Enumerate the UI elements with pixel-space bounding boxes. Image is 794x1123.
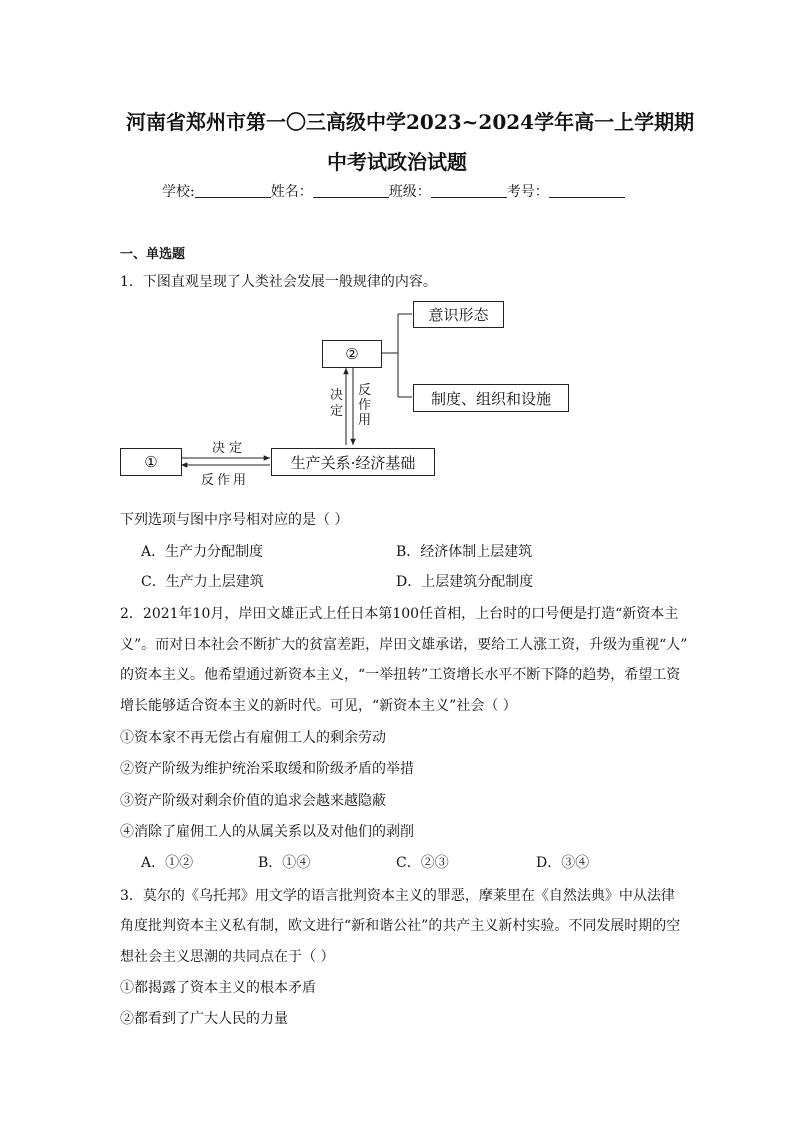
question-3-statement-2: ②都看到了广大人民的力量	[120, 1011, 288, 1027]
question-1-stem: 1．下图直观呈现了人类社会发展一般规律的内容。	[120, 274, 437, 290]
element-1-box	[120, 448, 182, 476]
economic-base-box	[271, 448, 435, 476]
question-2-option-b[interactable]: B．①④	[258, 855, 311, 871]
react-vertical-label: 反作用	[358, 383, 372, 428]
ideology-label: 意识形态	[428, 306, 489, 324]
question-3-statement-1: ①都揭露了资本主义的根本矛盾	[120, 980, 316, 996]
question-3-stem-line: 3．莫尔的《乌托邦》用文学的语言批判资本主义的罪恶，摩莱里在《自然法典》中从法律	[120, 888, 675, 904]
question-2-statement-3: ③资产阶级对剩余价值的追求会越来越隐蔽	[120, 793, 386, 809]
exam-title-line2: 中考试政治试题	[327, 150, 467, 174]
question-2-stem-line: 的资本主义。他希望通过新资本主义，“一举扭转”工资增长水平不断下降的趋势，希望工资	[120, 667, 681, 683]
question-3-stem-line: 想社会主义思潮的共同点在于（ ）	[120, 949, 335, 965]
question-2-statement-2: ②资产阶级为维护统治采取缓和阶级矛盾的举措	[120, 761, 414, 777]
decide-vertical-label: 决定	[330, 388, 344, 419]
question-2-option-c[interactable]: C．②③	[396, 855, 449, 871]
question-1-option-c[interactable]: C．生产力上层建筑	[141, 574, 264, 590]
name-label: 姓名：	[270, 184, 313, 200]
react-horizontal-label: 反作用	[201, 473, 250, 488]
question-2-option-d[interactable]: D．③④	[536, 855, 590, 871]
ideology-box	[413, 301, 504, 328]
question-1-prompt: 下列选项与图中序号相对应的是（ ）	[120, 512, 349, 528]
question-2-statement-1: ①资本家不再无偿占有雇佣工人的剩余劳动	[120, 730, 386, 746]
question-2-statement-4: ④消除了雇佣工人的从属关系以及对他们的剥削	[120, 824, 414, 840]
question-3-stem-line: 角度批判资本主义私有制，欧文进行“新和谐公社”的共产主义新村实验。不同发展时期的空	[120, 918, 681, 934]
school-label: 学校:	[162, 184, 195, 200]
economic-base-label: 生产关系·经济基础	[290, 453, 416, 472]
element-2-label: ②	[345, 345, 359, 363]
institutions-label: 制度、组织和设施	[430, 389, 551, 408]
question-2-stem-line: 义”。而对日本社会不断扩大的贫富差距，岸田文雄承诺，要给工人涨工资，升级为重视“人”	[120, 637, 688, 653]
element-2-box	[322, 340, 382, 368]
question-1-option-b[interactable]: B．经济体制上层建筑	[396, 544, 533, 560]
question-2-option-a[interactable]: A．①②	[141, 855, 194, 871]
question-1-option-d[interactable]: D．上层建筑分配制度	[396, 574, 534, 590]
exam-title-line1: 河南省郑州市第一〇三高级中学2023~2024学年高一上学期期	[126, 110, 695, 134]
class-label: 班级：	[388, 184, 431, 200]
decide-horizontal-label: 决定	[212, 441, 247, 456]
question-1-option-a[interactable]: A．生产力分配制度	[141, 544, 264, 560]
element-1-label: ①	[144, 453, 158, 471]
question-2-stem-line: 2．2021年10月，岸田文雄正式上任日本第100任首相，上台时的口号便是打造“新资本主	[120, 606, 679, 622]
exam-number-label: 考号：	[506, 184, 549, 200]
institutions-box	[413, 384, 569, 412]
question-2-stem-line: 增长能够适合资本主义的新时代。可见，“新资本主义”社会（ ）	[120, 698, 517, 714]
section-heading: 一、单选题	[120, 247, 186, 262]
